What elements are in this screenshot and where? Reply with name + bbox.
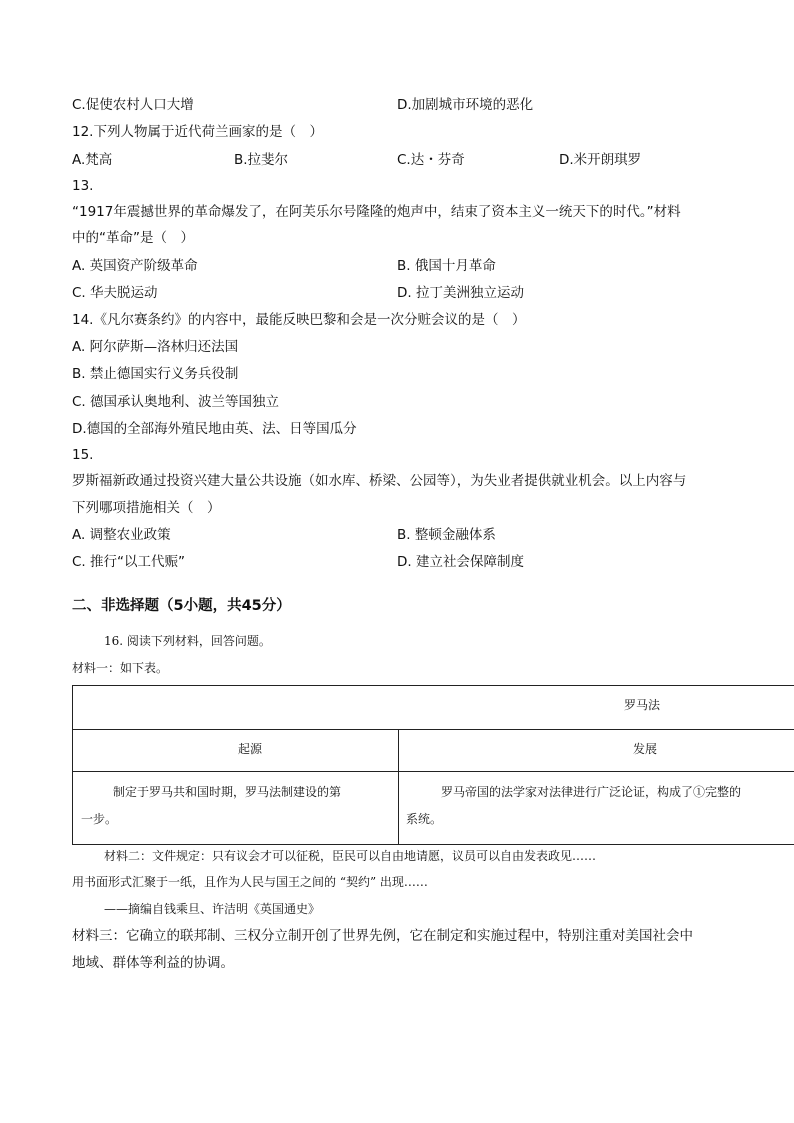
roman-law-table	[72, 685, 794, 845]
q14-option-a: A. 阿尔萨斯—洛林归还法国	[72, 339, 239, 355]
q15-stem-line2: 下列哪项措施相关（ ）	[72, 500, 221, 516]
section-title: 二、非选择题（5小题，共45分）	[72, 598, 291, 614]
material3-line2: 地域、群体等利益的协调。	[72, 955, 234, 971]
q15-stem-line1: 罗斯福新政通过投资兴建大量公共设施（如水库、桥梁、公园等），为失业者提供就业机会。以上内容与	[72, 473, 687, 489]
q15-number: 15.	[72, 447, 94, 463]
table-development-line2: 系统。	[406, 812, 443, 826]
material1-intro: 材料一：如下表。	[72, 661, 169, 675]
q14-option-b: B. 禁止德国实行义务兵役制	[72, 366, 239, 382]
table-header: 罗马法	[624, 698, 661, 712]
q15-option-a: A. 调整农业政策	[72, 527, 171, 543]
q12-option-b: B.拉斐尔	[234, 152, 289, 168]
table-development-line1: 罗马帝国的法学家对法律进行广泛论证，构成了①完整的	[441, 785, 742, 799]
q12-option-c: C.达・芬奇	[397, 152, 465, 168]
material3-line1: 材料三：它确立的联邦制、三权分立制开创了世界先例，它在制定和实施过程中，特别注重对美国社会中	[72, 928, 693, 944]
q12-stem: 12.下列人物属于近代荷兰画家的是（ ）	[72, 124, 323, 140]
q15-option-b: B. 整顿金融体系	[397, 527, 496, 543]
q11-option-c: C.促使农村人口大增	[72, 97, 194, 113]
q15-option-c: C. 推行“以工代赈”	[72, 554, 185, 570]
material2-line2: 用书面形式汇聚于一纸，且作为人民与国王之间的 “契约” 出现……	[72, 875, 428, 889]
q15-option-d: D. 建立社会保障制度	[397, 554, 524, 570]
q16-stem: 16. 阅读下列材料，回答问题。	[104, 634, 271, 648]
q12-option-d: D.米开朗琪罗	[559, 152, 642, 168]
q14-stem: 14.《凡尔赛条约》的内容中，最能反映巴黎和会是一次分赃会议的是（ ）	[72, 312, 526, 328]
table-col-development-header: 发展	[633, 742, 658, 756]
q13-option-c: C. 华夫脱运动	[72, 285, 158, 301]
q13-stem-line1: “1917年震撼世界的革命爆发了，在阿芙乐尔号隆隆的炮声中，结束了资本主义一统天下的时代。”材料	[72, 204, 681, 220]
q13-stem-line2: 中的“革命”是（ ）	[72, 230, 194, 246]
q11-option-d: D.加剧城市环境的恶化	[397, 97, 534, 113]
table-col-origin-header: 起源	[238, 742, 263, 756]
q13-option-d: D. 拉丁美洲独立运动	[397, 285, 524, 301]
table-origin-line2: 一步。	[81, 812, 118, 826]
material2-source: ——摘编自钱乘旦、许洁明《英国通史》	[104, 902, 321, 916]
q13-option-b: B. 俄国十月革命	[397, 258, 496, 274]
material2-line1: 材料二：文件规定：只有议会才可以征税，臣民可以自由地请愿，议员可以自由发表政见……	[104, 849, 597, 863]
q12-option-a: A.梵高	[72, 152, 113, 168]
q14-option-c: C. 德国承认奥地利、波兰等国独立	[72, 394, 280, 410]
table-origin-line1: 制定于罗马共和国时期，罗马法制建设的第	[113, 785, 342, 799]
q13-option-a: A. 英国资产阶级革命	[72, 258, 198, 274]
q13-number: 13.	[72, 178, 94, 194]
q14-option-d: D.德国的全部海外殖民地由英、法、日等国瓜分	[72, 421, 357, 437]
